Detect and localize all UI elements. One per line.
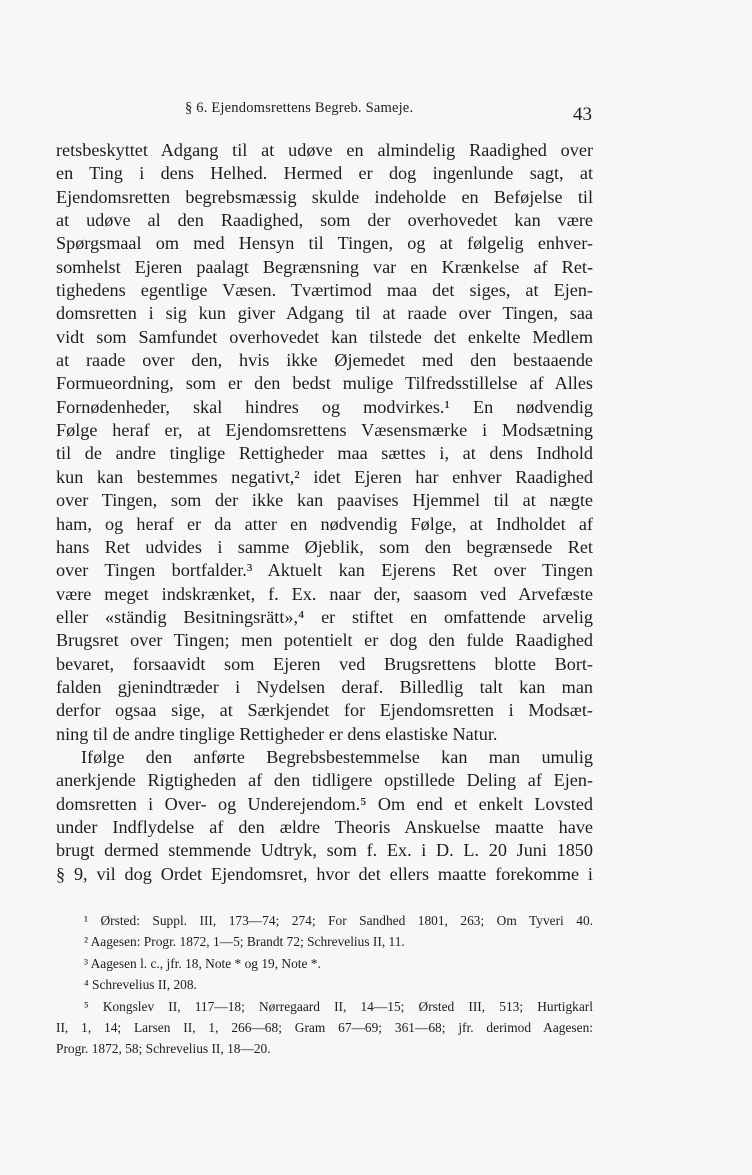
text-line: være meget indskrænket, f. Ex. naar der, saasom ved Arvefæste <box>56 583 593 604</box>
text-line: Ifølge den anførte Begrebsbestemmelse kan man umulig <box>81 746 593 767</box>
footnote-continuation: II, 1, 14; Larsen II, 1, 266—68; Gram 67—69; 361—68; jfr. derimod Aagesen: <box>56 1019 593 1035</box>
footnote: ¹ Ørsted: Suppl. III, 173—74; 274; For Sandhed 1801, 263; Om Tyveri 40. <box>84 913 593 928</box>
text-line: anerkjende Rigtigheden af den tidligere opstillede Deling af Ejen- <box>56 770 593 791</box>
text-line: over Tingen bortfalder.³ Aktuelt kan Ejerens Ret over Tingen <box>56 560 593 581</box>
text-line: til de andre tinglige Rettigheder maa sættes i, at dens Indhold <box>56 443 593 464</box>
text-line: eller «ständig Besitningsrätt»,⁴ er stiftet en omfattende arvelig <box>56 606 593 627</box>
page-number: 43 <box>573 104 592 125</box>
text-line: Fornødenheder, skal hindres og modvirkes.¹ En nødvendig <box>56 396 593 417</box>
footnotes <box>56 910 593 1060</box>
text-line: somhelst Ejeren paalagt Begrænsning var en Krænkelse af Ret- <box>56 256 593 277</box>
text-line: retsbeskyttet Adgang til at udøve en almindelig Raadighed over <box>56 140 593 160</box>
text-line: tighedens egentlige Væsen. Tværtimod maa det siges, at Ejen- <box>56 280 593 301</box>
text-line: vidt som Samfundet overhovedet kan tilstede det enkelte Medlem <box>56 326 593 347</box>
text-line: en Ting i dens Helhed. Hermed er dog ingenlunde sagt, at <box>56 163 593 184</box>
text-line: at raade over den, hvis ikke Øjemedet med den bestaaende <box>56 350 593 371</box>
footnote: ² Aagesen: Progr. 1872, 1—5; Brandt 72; Schrevelius II, 11. <box>84 934 405 950</box>
footnote: ³ Aagesen l. c., jfr. 18, Note * og 19, Note *. <box>84 955 321 971</box>
text-line: Brugsret over Tingen; men potentielt er dog den fulde Raadighed <box>56 630 593 651</box>
running-head: § 6. Ejendomsrettens Begreb. Sameje. <box>185 100 414 116</box>
text-line: under Indflydelse af den ældre Theoris Anskuelse maatte have <box>56 816 593 837</box>
footnote: ⁵ Kongslev II, 117—18; Nørregaard II, 14—15; Ørsted III, 513; Hurtigkarl <box>84 998 593 1014</box>
footnote: ⁴ Schrevelius II, 208. <box>84 977 197 993</box>
text-line: derfor ogsaa sige, at Særkjendet for Ejendomsretten i Modsæt- <box>56 700 593 721</box>
text-line: hans Ret udvides i samme Øjeblik, som den begrænsede Ret <box>56 536 593 557</box>
text-line: bevaret, forsaavidt som Ejeren ved Brugsrettens blotte Bort- <box>56 653 593 674</box>
text-line: falden gjenindtræder i Nydelsen deraf. Billedlig talt kan man <box>56 676 593 697</box>
footnote-continuation: Progr. 1872, 58; Schrevelius II, 18—20. <box>56 1041 271 1057</box>
body-text <box>56 139 593 886</box>
text-line: Følge heraf er, at Ejendomsrettens Væsensmærke i Modsætning <box>56 420 593 441</box>
page-header <box>0 100 752 124</box>
text-line: ning til de andre tinglige Rettigheder er dens elastiske Natur. <box>56 723 498 744</box>
text-line: Ejendomsretten begrebsmæssig skulde indeholde en Beføjelse til <box>56 186 593 207</box>
text-line: at udøve al den Raadighed, som der overhovedet kan være <box>56 210 593 231</box>
text-line: § 9, vil dog Ordet Ejendomsret, hvor det ellers maatte forekomme i <box>56 863 593 884</box>
text-line: brugt dermed stemmende Udtryk, som f. Ex. i D. L. 20 Juni 1850 <box>56 840 593 861</box>
text-line: over Tingen, som der ikke kan paavises Hjemmel til at nægte <box>56 490 593 511</box>
text-line: domsretten i sig kun giver Adgang til at raade over Tingen, saa <box>56 303 593 324</box>
text-line: ham, og heraf er da atter en nødvendig Følge, at Indholdet af <box>56 513 593 534</box>
text-line: Spørgsmaal om med Hensyn til Tingen, og at følgelig enhver- <box>56 233 593 254</box>
text-line: domsretten i Over- og Underejendom.⁵ Om end et enkelt Lovsted <box>56 793 593 814</box>
text-line: kun kan bestemmes negativt,² idet Ejeren har enhver Raadighed <box>56 466 593 487</box>
text-line: Formueordning, som er den bedst mulige Tilfredsstillelse af Alles <box>56 373 593 394</box>
